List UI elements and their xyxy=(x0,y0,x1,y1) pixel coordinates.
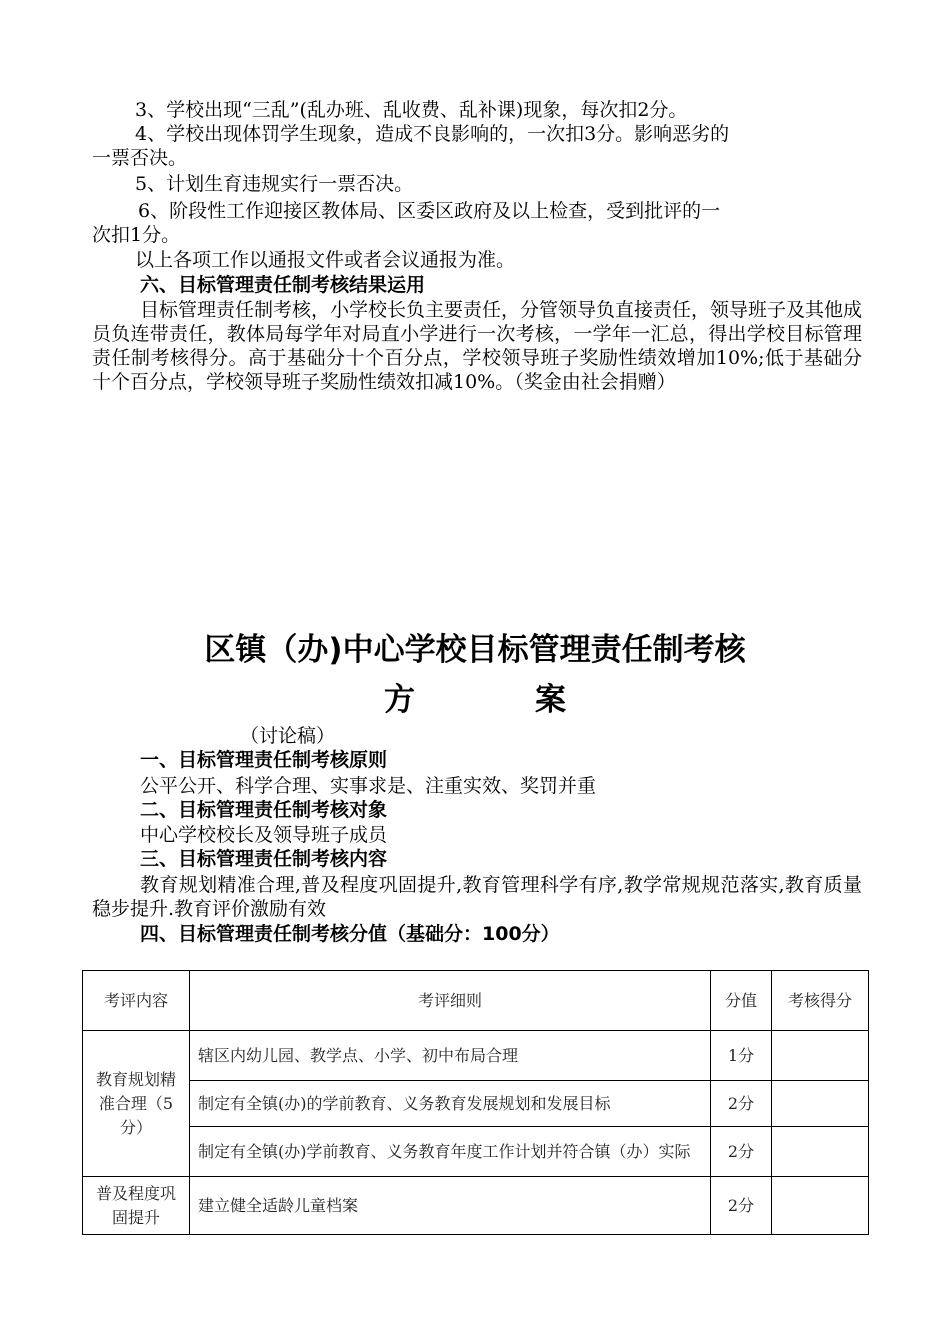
rule-item-6-cont: 次扣1分。 xyxy=(92,224,181,246)
rule-item-4: 4、学校出现体罚学生现象，造成不良影响的，一次扣3分。影响恶劣的 xyxy=(135,123,730,145)
rule-note: 以上各项工作以通报文件或者会议通报为准。 xyxy=(135,249,516,271)
section-1-heading: 一、目标管理责任制考核原则 xyxy=(140,749,388,771)
rule-item-4-cont: 一票否决。 xyxy=(92,147,188,169)
section-4-heading: 四、目标管理责任制考核分值（基础分：100分） xyxy=(140,923,560,945)
row-score: 2分 xyxy=(711,1127,772,1177)
doc-title-word-an: 案 xyxy=(535,682,566,718)
row-result xyxy=(772,1127,869,1177)
row-detail: 辖区内幼儿园、教学点、小学、初中布局合理 xyxy=(190,1031,711,1081)
rule-item-3: 3、学校出现“三乱”(乱办班、乱收费、乱补课)现象，每次扣2分。 xyxy=(135,99,688,121)
row-score: 2分 xyxy=(711,1177,772,1235)
row-score: 1分 xyxy=(711,1031,772,1081)
score-table xyxy=(82,970,869,1235)
header-content: 考评内容 xyxy=(83,971,190,1031)
row-detail: 建立健全适龄儿童档案 xyxy=(190,1177,711,1235)
group-label-coverage: 普及程度巩固提升 xyxy=(83,1177,190,1235)
table-row xyxy=(83,1031,869,1081)
row-result xyxy=(772,1031,869,1081)
rule-item-5: 5、计划生育违规实行一票否决。 xyxy=(135,173,414,195)
row-result xyxy=(772,1177,869,1235)
section-1-text: 公平公开、科学合理、实事求是、注重实效、奖罚并重 xyxy=(140,775,597,797)
doc-title-word-fang: 方 xyxy=(384,682,415,718)
doc-title-line1: 区镇（办)中心学校目标管理责任制考核 xyxy=(204,632,746,668)
section-3-heading: 三、目标管理责任制考核内容 xyxy=(140,848,388,870)
section-6-heading: 六、目标管理责任制考核结果运用 xyxy=(140,274,426,296)
row-detail: 制定有全镇(办)学前教育、义务教育年度工作计划并符合镇（办）实际 xyxy=(190,1127,711,1177)
row-result xyxy=(772,1081,869,1127)
section-3-text: 教育规划精准合理,普及程度巩固提升,教育管理科学有序,教学常规规范落实,教育质量稳步提升.教育评价激励有效 xyxy=(92,874,862,920)
table-row xyxy=(83,1081,869,1127)
header-score: 分值 xyxy=(711,971,772,1031)
table-header-row xyxy=(83,971,869,1031)
header-detail: 考评细则 xyxy=(190,971,711,1031)
doc-title-line2 xyxy=(0,680,950,720)
group-label-planning: 教育规划精准合理（5分） xyxy=(83,1031,190,1177)
table-row xyxy=(83,1127,869,1177)
section-6-paragraph: 目标管理责任制考核，小学校长负主要责任，分管领导负直接责任，领导班子及其他成员负连带责任，教体局每学年对局直小学进行一次考核，一学年一汇总，得出学校目标管理责任制考核得分。高于基础分十个百分点，学校领导班子奖励性绩效增加10%;低于基础分十个百分点，学校领导班子奖励性绩效扣减10%。（奖金由社会捐赠） xyxy=(92,299,863,393)
row-score: 2分 xyxy=(711,1081,772,1127)
row-detail: 制定有全镇(办)的学前教育、义务教育发展规划和发展目标 xyxy=(190,1081,711,1127)
table-row xyxy=(83,1177,869,1235)
section-2-heading: 二、目标管理责任制考核对象 xyxy=(140,799,388,821)
doc-subtitle: （讨论稿） xyxy=(240,725,336,747)
rule-item-6: 6、阶段性工作迎接区教体局、区委区政府及以上检查，受到批评的一 xyxy=(138,200,721,222)
section-2-text: 中心学校校长及领导班子成员 xyxy=(140,824,388,846)
header-result: 考核得分 xyxy=(772,971,869,1031)
